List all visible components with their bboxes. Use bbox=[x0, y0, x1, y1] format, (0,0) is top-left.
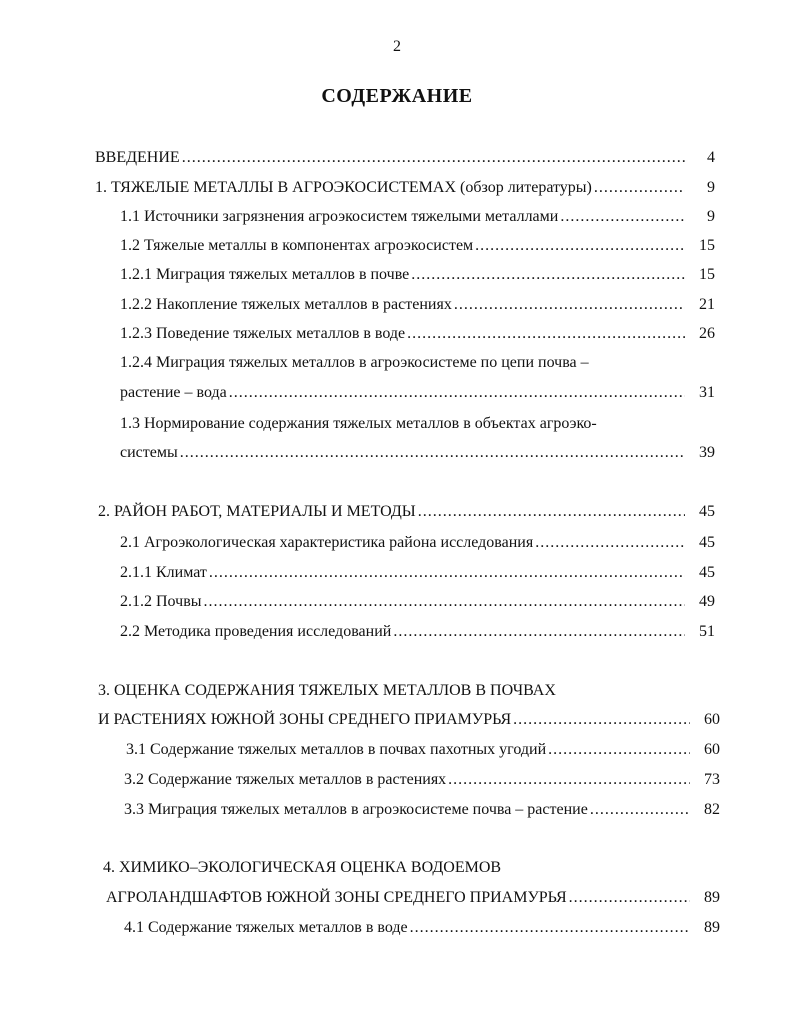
toc-entry-text: 2. РАЙОН РАБОТ, МАТЕРИАЛЫ И МЕТОДЫ bbox=[98, 503, 416, 520]
toc-leader-dots bbox=[410, 918, 690, 938]
toc-entry-intro[interactable] bbox=[95, 148, 715, 168]
toc-entry-text: растение – вода bbox=[120, 384, 227, 401]
toc-leader-dots bbox=[513, 710, 690, 730]
toc-entry-2-2[interactable] bbox=[120, 622, 715, 642]
toc-entry-text: 1. ТЯЖЕЛЫЕ МЕТАЛЛЫ В АГРОЭКОСИСТЕМАХ (обзор литературы) bbox=[95, 179, 592, 196]
toc-leader-dots bbox=[475, 236, 685, 256]
toc-entry-text: 2.2 Методика проведения исследований bbox=[120, 623, 392, 640]
toc-entry-text: АГРОЛАНДШАФТОВ ЮЖНОЙ ЗОНЫ СРЕДНЕГО ПРИАМУРЬЯ bbox=[106, 889, 567, 906]
toc-entry-text: 3.1 Содержание тяжелых металлов в почвах пахотных угодий bbox=[126, 741, 547, 758]
toc-leader-dots bbox=[407, 324, 685, 344]
toc-leader-dots bbox=[204, 592, 686, 612]
toc-entry-text: 3.2 Содержание тяжелых металлов в растениях bbox=[124, 771, 447, 788]
toc-entry-1-2-4-line1[interactable]: 1.2.4 Миграция тяжелых металлов в агроэкосистеме по цепи почва – bbox=[120, 354, 589, 371]
toc-entry-text: 1.2 Тяжелые металлы в компонентах агроэкосистем bbox=[120, 237, 474, 254]
toc-entry-chapter-4-line1[interactable]: 4. ХИМИКО–ЭКОЛОГИЧЕСКАЯ ОЦЕНКА ВОДОЕМОВ bbox=[103, 859, 502, 876]
toc-entry-page: 9 bbox=[707, 179, 715, 196]
toc-entry-text: 2.1.1 Климат bbox=[120, 564, 207, 581]
toc-entry-page: 73 bbox=[704, 771, 720, 788]
toc-entry-page: 15 bbox=[699, 237, 715, 254]
toc-entry-page: 21 bbox=[699, 296, 715, 313]
toc-leader-dots bbox=[590, 800, 690, 820]
toc-entry-text: 4.1 Содержание тяжелых металлов в воде bbox=[124, 919, 408, 936]
toc-entry-1-3[interactable] bbox=[120, 443, 715, 463]
toc-entry-3-3[interactable] bbox=[124, 800, 720, 820]
toc-leader-dots bbox=[182, 148, 685, 168]
toc-entry-page: 89 bbox=[704, 919, 720, 936]
toc-leader-dots bbox=[448, 770, 690, 790]
toc-leader-dots bbox=[209, 563, 685, 583]
toc-entry-text: 2.1 Агроэкологическая характеристика района исследования bbox=[120, 534, 534, 551]
toc-entry-3-1[interactable] bbox=[126, 740, 720, 760]
toc-entry-page: 31 bbox=[699, 384, 715, 401]
toc-entry-text: системы bbox=[120, 444, 178, 461]
toc-leader-dots bbox=[393, 622, 685, 642]
toc-entry-page: 15 bbox=[699, 266, 715, 283]
toc-entry-page: 51 bbox=[699, 623, 715, 640]
toc-leader-dots bbox=[418, 502, 685, 522]
toc-entry-text: 3.3 Миграция тяжелых металлов в агроэкосистеме почва – растение bbox=[124, 801, 588, 818]
toc-entry-1-2-2[interactable] bbox=[120, 295, 715, 315]
page-number: 2 bbox=[393, 38, 401, 55]
toc-leader-dots bbox=[180, 443, 685, 463]
toc-leader-dots bbox=[229, 383, 685, 403]
toc-leader-dots bbox=[535, 533, 685, 553]
toc-entry-1-1[interactable] bbox=[120, 207, 715, 227]
toc-entry-1-2-1[interactable] bbox=[120, 265, 715, 285]
toc-entry-page: 45 bbox=[699, 503, 715, 520]
toc-entry-2-1[interactable] bbox=[120, 533, 715, 553]
toc-entry-page: 9 bbox=[707, 208, 715, 225]
toc-entry-page: 82 bbox=[704, 801, 720, 818]
toc-entry-text: 2.1.2 Почвы bbox=[120, 593, 202, 610]
toc-entry-text: И РАСТЕНИЯХ ЮЖНОЙ ЗОНЫ СРЕДНЕГО ПРИАМУРЬЯ bbox=[98, 711, 512, 728]
toc-entry-page: 45 bbox=[699, 564, 715, 581]
toc-leader-dots bbox=[594, 178, 685, 198]
toc-entry-page: 45 bbox=[699, 534, 715, 551]
toc-entry-chapter-2[interactable] bbox=[98, 502, 715, 522]
toc-entry-chapter-1[interactable] bbox=[95, 178, 715, 198]
toc-entry-3-2[interactable] bbox=[124, 770, 720, 790]
toc-entry-chapter-3[interactable] bbox=[98, 710, 720, 730]
toc-entry-page: 60 bbox=[704, 741, 720, 758]
toc-entry-4-1[interactable] bbox=[124, 918, 720, 938]
toc-entry-2-1-1[interactable] bbox=[120, 563, 715, 583]
toc-entry-text: ВВЕДЕНИЕ bbox=[95, 149, 180, 166]
toc-entry-page: 39 bbox=[699, 444, 715, 461]
toc-leader-dots bbox=[569, 888, 690, 908]
page-title: СОДЕРЖАНИЕ bbox=[321, 85, 473, 107]
toc-entry-text: 1.2.1 Миграция тяжелых металлов в почве bbox=[120, 266, 410, 283]
toc-entry-chapter-4[interactable] bbox=[106, 888, 720, 908]
toc-leader-dots bbox=[548, 740, 690, 760]
toc-entry-1-2-3[interactable] bbox=[120, 324, 715, 344]
toc-entry-text: 1.1 Источники загрязнения агроэкосистем тяжелыми металлами bbox=[120, 208, 559, 225]
toc-entry-page: 89 bbox=[704, 889, 720, 906]
toc-leader-dots bbox=[454, 295, 685, 315]
toc-entry-page: 4 bbox=[707, 149, 715, 166]
toc-entry-chapter-3-line1[interactable]: 3. ОЦЕНКА СОДЕРЖАНИЯ ТЯЖЕЛЫХ МЕТАЛЛОВ В ПОЧВАХ bbox=[98, 682, 556, 699]
toc-leader-dots bbox=[411, 265, 685, 285]
toc-leader-dots bbox=[560, 207, 685, 227]
toc-entry-2-1-2[interactable] bbox=[120, 592, 715, 612]
toc-entry-1-2-4[interactable] bbox=[120, 383, 715, 403]
toc-entry-1-2[interactable] bbox=[120, 236, 715, 256]
toc-entry-page: 49 bbox=[699, 593, 715, 610]
toc-entry-page: 60 bbox=[704, 711, 720, 728]
toc-entry-text: 1.2.3 Поведение тяжелых металлов в воде bbox=[120, 325, 406, 342]
toc-entry-1-3-line1[interactable]: 1.3 Нормирование содержания тяжелых металлов в объектах агроэко- bbox=[120, 415, 597, 432]
toc-entry-text: 1.2.2 Накопление тяжелых металлов в растениях bbox=[120, 296, 452, 313]
toc-entry-page: 26 bbox=[699, 325, 715, 342]
